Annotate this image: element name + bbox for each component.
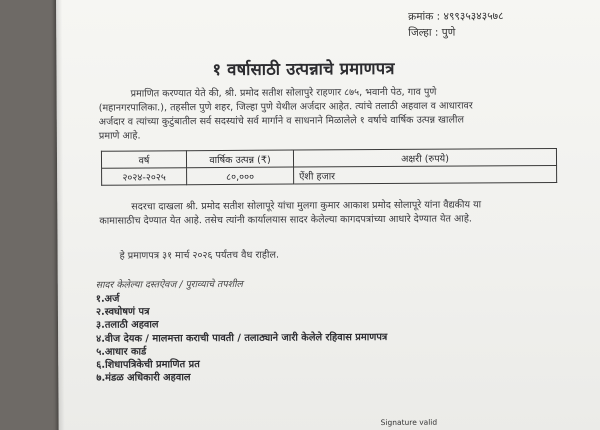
- cell-words: ऐंशी हजार: [294, 165, 557, 184]
- intro-line-1: प्रमाणित करण्यात येते की, श्री. प्रमोद सतीश सोलापुरे राहणार ८७५, भवानी पेठ, गाव पुणे: [130, 86, 437, 100]
- list-item: ४.वीज देयक / मालमत्ता कराची पावती / तलाठ्याने जारी केलेले रहिवास प्रमाणपत्र: [96, 331, 388, 345]
- documents-list: [96, 291, 388, 385]
- intro-line-3: अर्जदार व त्यांच्या कुटुंबातील सर्व सदस्यांचे सर्व मार्गाने व साधनाने मिळालेले १ वर्षाचे वार्षिक उत्पन्न खालील: [98, 114, 464, 128]
- signature-status: Signature valid: [380, 417, 438, 428]
- documents-heading: सादर केलेल्या दस्तऐवज / पुराव्याचे तपशील: [95, 278, 243, 291]
- cell-year: २०२४-२०२५: [102, 168, 187, 186]
- district-value: पुणे: [441, 26, 456, 39]
- header-year: वर्ष: [101, 151, 186, 169]
- income-table: [101, 148, 557, 186]
- list-item: ६.शिधापत्रिकेची प्रमाणित प्रत: [96, 359, 200, 371]
- list-item: ३.तलाठी अहवाल: [95, 319, 159, 332]
- serial-label: क्रमांक :: [408, 10, 441, 23]
- header-annual-income: वार्षिक उत्पन्न (₹): [186, 150, 293, 168]
- intro-line-4: प्रमाणे आहे.: [98, 130, 141, 142]
- serial-value: ४९९३५३४३५७८: [443, 10, 504, 23]
- intro-line-2: (महानगरपालिका.), तहसील पुणे शहर, जिल्हा पुणे येथील अर्जदार आहेत. त्यांचे तलाठी अहवाल व आधारावर: [98, 100, 473, 114]
- validity-statement: हे प्रमाणपत्र ३१ मार्च २०२६ पर्यंतच वैध राहील.: [119, 249, 280, 262]
- certificate-paper: [56, 0, 600, 430]
- list-item: ७.मंडळ अधिकारी अहवाल: [96, 372, 191, 384]
- district-label: जिल्हा :: [408, 26, 439, 39]
- cell-income: ८०,०००: [187, 167, 294, 185]
- list-item: २.स्वघोषणं पत्र: [95, 306, 150, 318]
- purpose-line-1: सदरचा दाखला श्री. प्रमोद सतीश सोलापूरे यांचा मुलगा कुमार आकाश प्रमोद सोलापूरे यांना वैद्यकीय या: [131, 199, 482, 213]
- purpose-line-2: कामासाठीच देण्यात येत आहे. तसेच त्यांनी कार्यालयास सादर केलेल्या कागदपत्रांच्या आधारे देण्यात येत आहे.: [99, 213, 473, 227]
- header-in-words: अक्षरी (रुपये): [293, 148, 556, 167]
- serial-number: [408, 9, 504, 24]
- list-item: ५.आधार कार्ड: [96, 346, 147, 358]
- list-item: १.अर्ज: [95, 293, 120, 305]
- district: [408, 26, 455, 40]
- table-row: [102, 165, 557, 185]
- certificate-title: १ वर्षासाठी उत्पन्नाचे प्रमाणपत्र: [212, 58, 395, 80]
